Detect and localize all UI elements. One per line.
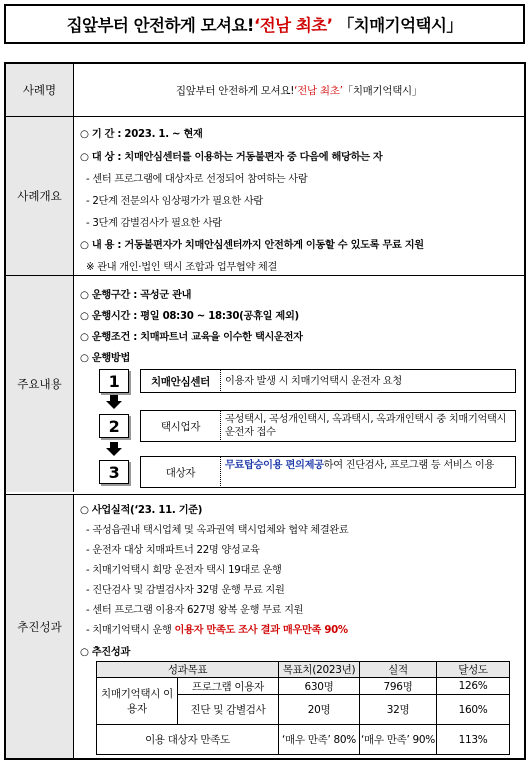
results-sub-head: ○ 추진성과 bbox=[80, 647, 131, 658]
results-line-satisfaction bbox=[86, 621, 348, 636]
overview bbox=[74, 117, 524, 275]
step-3-label: 대상자 bbox=[140, 456, 220, 488]
table-cell: 20명 bbox=[279, 695, 360, 725]
header-target: 목표치(2023년) bbox=[279, 662, 360, 678]
case-table bbox=[4, 62, 526, 760]
header-rate: 달성도 bbox=[437, 662, 510, 678]
overview-target: ○ 대 상 : 치매안심센터를 이용하는 거동불편자 중 다음에 해당하는 자 bbox=[80, 152, 383, 163]
case-name-text: 집앞부터 안전하게 모셔요! bbox=[175, 84, 295, 97]
results-line: - 센터 프로그램 이용자 627명 왕복 운행 무료 지원 bbox=[86, 605, 304, 616]
table-cell: 796명 bbox=[360, 678, 437, 695]
table-cell: 113% bbox=[437, 725, 510, 755]
method: ○ 운행방법 bbox=[80, 353, 131, 364]
title-end: 「치매기억택시」 bbox=[337, 16, 463, 35]
case-name-highlight: ‘전남 최초’ bbox=[294, 84, 343, 97]
overview-target-3: - 3단계 감별검사가 필요한 사람 bbox=[86, 218, 222, 229]
step-2-desc: 곡성택시, 곡성개인택시, 옥과택시, 옥과개인택시 중 치매기억택시 운전자 접수 bbox=[220, 410, 516, 442]
down-arrow-icon bbox=[106, 442, 122, 456]
step-3-desc bbox=[220, 456, 516, 488]
label-results: 추진성과 bbox=[6, 495, 74, 758]
step-2-number: 2 bbox=[99, 414, 129, 438]
results-table bbox=[96, 661, 510, 755]
results bbox=[74, 495, 524, 758]
step-1-desc: 이용자 발생 시 치매기억택시 운전자 요청 bbox=[220, 369, 516, 393]
title-main: 집앞부터 안전하게 모셔요! bbox=[66, 16, 254, 35]
step-1-number: 1 bbox=[99, 369, 129, 393]
overview-target-1: - 센터 프로그램에 대상자로 선정되어 참여하는 사람 bbox=[86, 174, 308, 185]
results-line: - 치매기억택시 희망 운전자 택시 19대로 운행 bbox=[86, 565, 282, 576]
table-cell: 이용 대상자 만족도 bbox=[97, 725, 279, 755]
overview-content: ○ 내 용 : 거동불편자가 치매안심센터까지 안전하게 이동할 수 있도록 무료 지원 bbox=[80, 240, 424, 251]
step-3-desc-text: 하여 진단검사, 프로그램 등 서비스 이용 bbox=[323, 460, 494, 471]
table-cell: 126% bbox=[437, 678, 510, 695]
results-line-prefix: - 치매기억택시 운행 bbox=[86, 625, 175, 636]
step-3-desc-highlight: 무료탑승이용 편의제공 bbox=[225, 460, 324, 471]
overview-note: ※ 관내 개인·법인 택시 조합과 업무협약 체결 bbox=[86, 262, 278, 273]
table-cell: 160% bbox=[437, 695, 510, 725]
route: ○ 운행구간 : 곡성군 관내 bbox=[80, 290, 192, 301]
step-3-number: 3 bbox=[99, 460, 129, 484]
main-content bbox=[74, 276, 524, 492]
case-name-end: 「치매기억택시」 bbox=[342, 84, 423, 97]
page-title bbox=[4, 4, 525, 44]
results-line-highlight: 이용자 만족도 조사 결과 매우만족 90% bbox=[174, 625, 348, 636]
label-case-name: 사례명 bbox=[6, 64, 74, 116]
table-cell: ‘매우 만족’ 80% bbox=[279, 725, 360, 755]
results-line: - 곡성읍권내 택시업체 및 옥과권역 택시업체와 협약 체결완료 bbox=[86, 525, 349, 536]
step-2-label: 택시업자 bbox=[140, 410, 220, 442]
header-actual: 실적 bbox=[360, 662, 437, 678]
table-cell: ‘매우 만족’ 90% bbox=[360, 725, 437, 755]
results-head: ○ 사업실적(‘23. 11. 기준) bbox=[80, 505, 203, 516]
hours: ○ 운행시간 : 평일 08:30 ~ 18:30(공휴일 제외) bbox=[80, 311, 299, 322]
label-main-content: 주요내용 bbox=[6, 276, 74, 492]
table-cell: 진단 및 감별검사 bbox=[178, 695, 279, 725]
results-line: - 운전자 대상 치매파트너 22명 양성교육 bbox=[86, 545, 260, 556]
step-1-label: 치매안심센터 bbox=[140, 369, 220, 393]
case-name bbox=[74, 64, 524, 116]
group-cell: 치매기억택시 이용자 bbox=[97, 678, 178, 725]
results-line: - 진단검사 및 감별검사자 32명 운행 무료 지원 bbox=[86, 585, 285, 596]
header-goal: 성과목표 bbox=[97, 662, 279, 678]
overview-target-2: - 2단계 전문의사 임상평가가 필요한 사람 bbox=[86, 196, 263, 207]
table-cell: 프로그램 이용자 bbox=[178, 678, 279, 695]
condition: ○ 운행조건 : 치매파트너 교육을 이수한 택시운전자 bbox=[80, 332, 303, 343]
down-arrow-icon bbox=[106, 395, 122, 409]
table-cell: 630명 bbox=[279, 678, 360, 695]
overview-period: ○ 기 간 : 2023. 1. ~ 현재 bbox=[80, 129, 203, 140]
label-overview: 사례개요 bbox=[6, 117, 74, 275]
table-cell: 32명 bbox=[360, 695, 437, 725]
title-highlight: ‘전남 최초’ bbox=[253, 16, 333, 35]
